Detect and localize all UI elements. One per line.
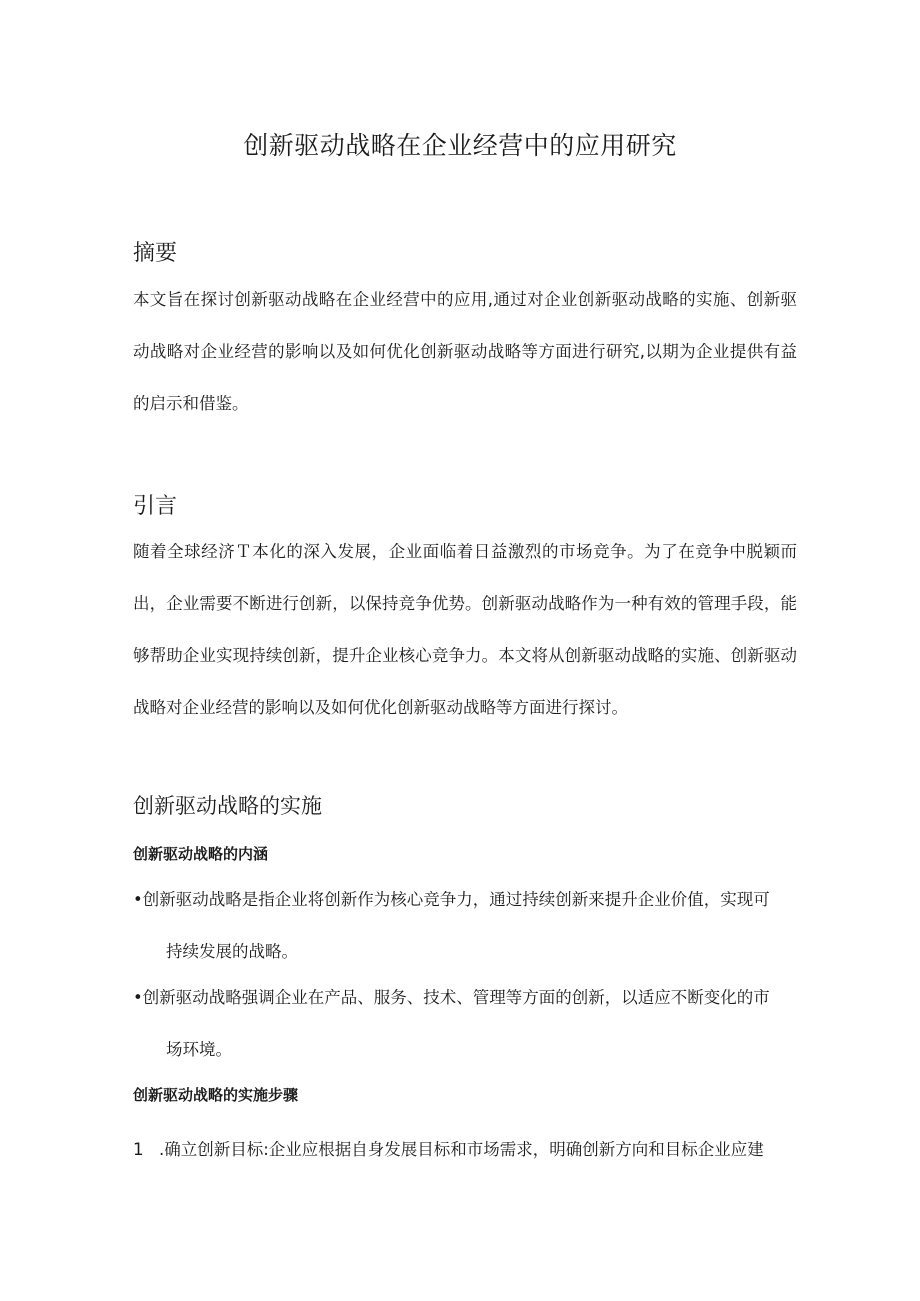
section-implementation-heading: 创新驱动战略的实施 <box>133 794 322 818</box>
abstract-paragraph: 本文旨在探讨创新驱动战略在企业经营中的应用,通过对企业创新驱动战略的实施、创新驱动战略对企业经营的影响以及如何优化创新驱动战略等方面进行研究,以期为企业提供有益的启示和借鉴。 <box>133 290 797 413</box>
intro-paragraph: 随着全球经济Ｔ本化的深入发展，企业面临着日益激烈的市场竞争。为了在竞争中脱颖而出，企业需要不断进行创新，以保持竞争优势。创新驱动战略作为一种有效的管理手段，能够帮助企业实现持续创新，提升企业核心竞争力。本文将从创新驱动战略的实施、创新驱动战略对企业经营的影响以及如何优化创新驱动战略等方面进行探讨。 <box>133 542 797 717</box>
bullet-line-2: 场环境。 <box>166 1040 232 1059</box>
item-text: .确立创新目标:企业应根据自身发展目标和市场需求，明确创新方向和目标企业应建 <box>159 1140 764 1159</box>
bullet-item <box>133 874 797 978</box>
item-number: 1 <box>133 1140 144 1159</box>
subsection-connotation-heading: 创新驱动战略的内涵 <box>133 845 269 863</box>
numbered-item <box>133 1124 797 1176</box>
abstract-heading: 摘要 <box>133 241 178 266</box>
subsection-steps-heading: 创新驱动战略的实施步骤 <box>133 1086 299 1104</box>
bullet-item <box>133 972 797 1076</box>
document-title: 创新驱动战略在企业经营中的应用研究 <box>243 131 677 160</box>
intro-heading: 引言 <box>133 494 178 519</box>
bullet-line-2: 持续发展的战略。 <box>166 942 298 961</box>
bullet-line-1: •创新驱动战略是指企业将创新作为核心竞争力，通过持续创新来提升企业价值，实现可 <box>133 890 770 909</box>
bullet-line-1: •创新驱动战略强调企业在产品、服务、技术、管理等方面的创新，以适应不断变化的市 <box>133 988 770 1007</box>
